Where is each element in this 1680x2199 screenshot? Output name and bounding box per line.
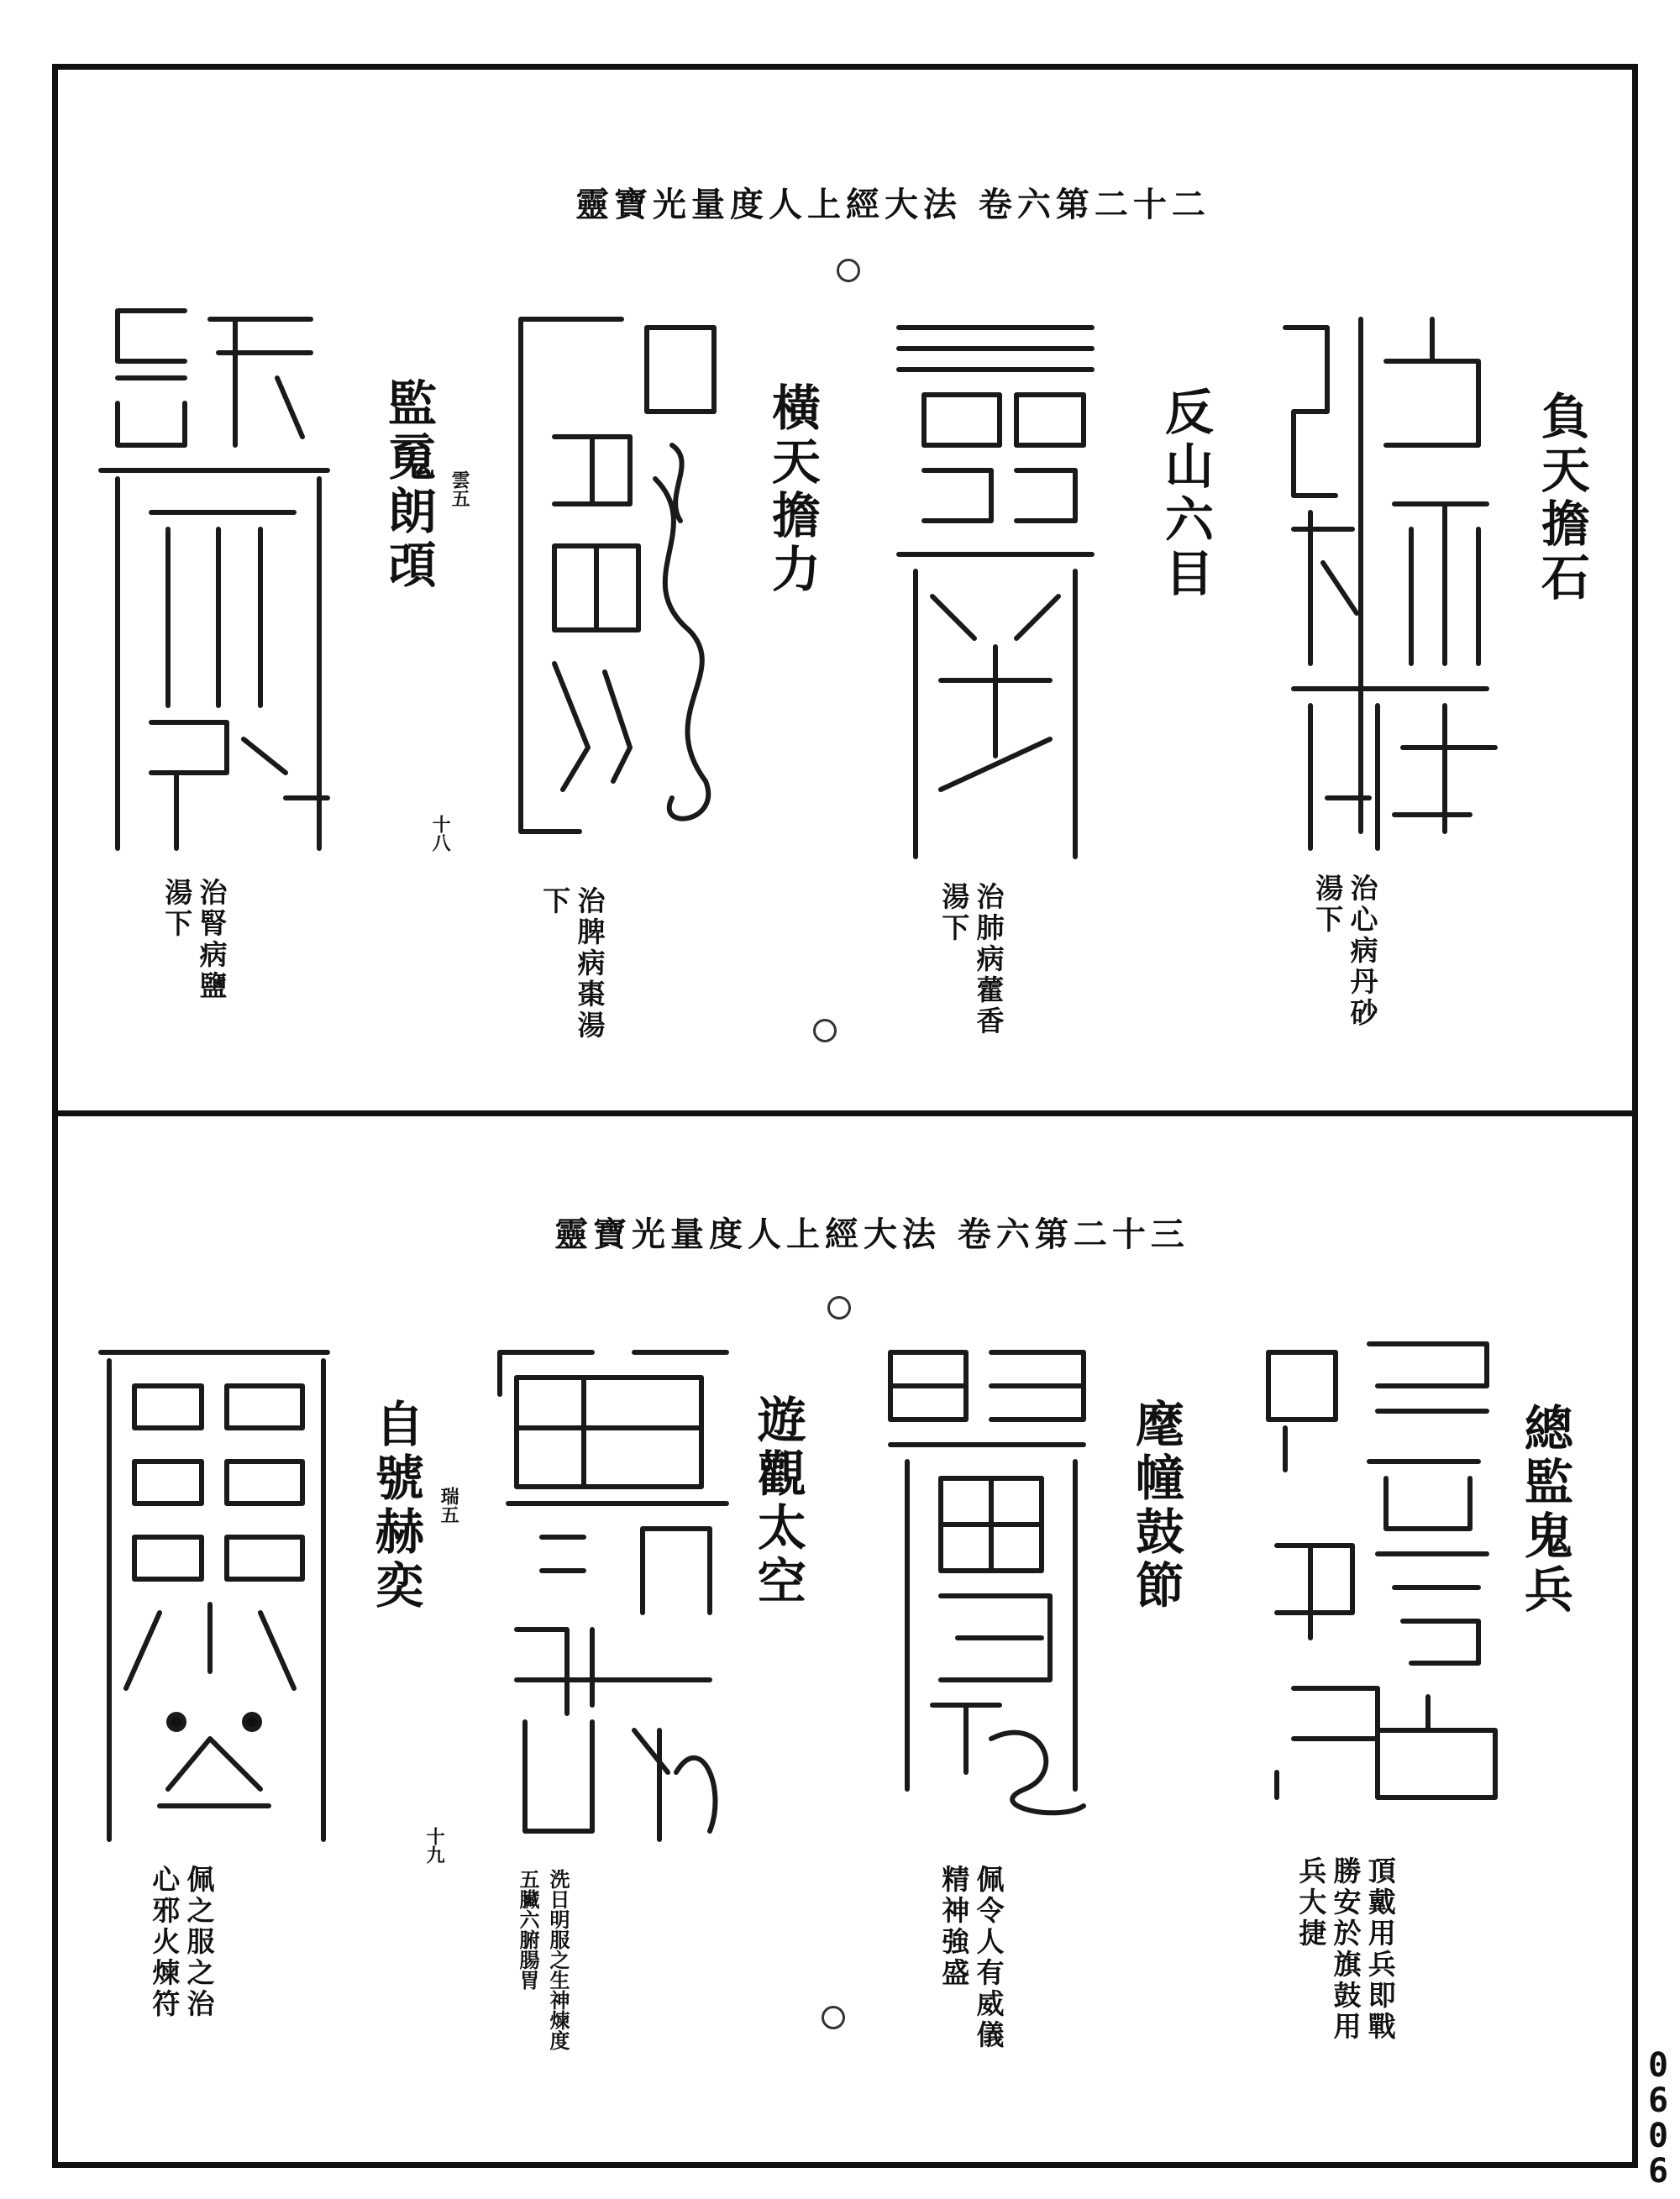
talisman-title-1: 負天擔石 bbox=[1532, 391, 1590, 606]
binding-hole-top-2 bbox=[813, 1019, 837, 1042]
talisman-instruction-5: 頂戴用兵即戰勝安於旗鼓用兵大捷 bbox=[1294, 1856, 1397, 2043]
talisman-title-3: 橫天擔力 bbox=[763, 382, 821, 597]
binding-hole-bottom-2 bbox=[822, 2006, 845, 2029]
talisman-title-6: 麾幢鼓節 bbox=[1126, 1399, 1184, 1614]
talisman-title-2: 反山六目 bbox=[1156, 386, 1214, 601]
page-code: 0606 bbox=[1647, 2046, 1669, 2191]
talisman-seal-7 bbox=[491, 1336, 743, 1856]
talisman-seal-1 bbox=[1277, 311, 1504, 865]
talisman-instruction-4: 治腎病鹽湯下 bbox=[160, 878, 228, 1002]
talisman-title-7: 遊觀太空 bbox=[748, 1394, 806, 1609]
talisman-instruction-7: 洗日明服之生神煉度五臟六腑腸胃 bbox=[516, 1869, 570, 2050]
talisman-instruction-8: 佩之服之治心邪火煉符 bbox=[148, 1865, 216, 2020]
talisman-seal-6 bbox=[874, 1336, 1100, 1839]
talisman-seal-5 bbox=[1260, 1336, 1504, 1806]
talisman-title-4: 監䰟朗䪱 bbox=[379, 378, 437, 593]
talisman-note-8: 瑞五 bbox=[438, 1487, 460, 1524]
top-header: 二十二第六卷 法大經上人度量光寶靈 bbox=[575, 185, 1210, 224]
talisman-seal-8 bbox=[92, 1336, 336, 1856]
talisman-instruction-1: 治心病丹砂湯下 bbox=[1311, 874, 1379, 1029]
binding-hole-bottom-1 bbox=[827, 1296, 851, 1320]
bottom-header: 三十二第六卷 法大經上人度量光寶靈 bbox=[554, 1215, 1189, 1254]
talisman-seal-2 bbox=[890, 319, 1100, 865]
talisman-note-4: 雲五 bbox=[449, 470, 471, 507]
talisman-title-8: 自號赫奕 bbox=[366, 1399, 424, 1614]
talisman-seal-4 bbox=[92, 302, 336, 865]
talisman-title-5: 總監鬼兵 bbox=[1515, 1403, 1573, 1618]
top-page-number: 十八 bbox=[429, 815, 452, 852]
bottom-page-number: 十九 bbox=[423, 1827, 446, 1864]
binding-hole-top-1 bbox=[837, 259, 860, 282]
talisman-seal-3 bbox=[504, 311, 731, 865]
talisman-instruction-2: 治肺病藿香湯下 bbox=[937, 882, 1005, 1037]
talisman-instruction-6: 佩令人有威儀精神強盛 bbox=[937, 1865, 1005, 2051]
talisman-instruction-3: 治脾病棗湯下 bbox=[538, 886, 606, 1042]
panel-divider bbox=[52, 1110, 1638, 1116]
